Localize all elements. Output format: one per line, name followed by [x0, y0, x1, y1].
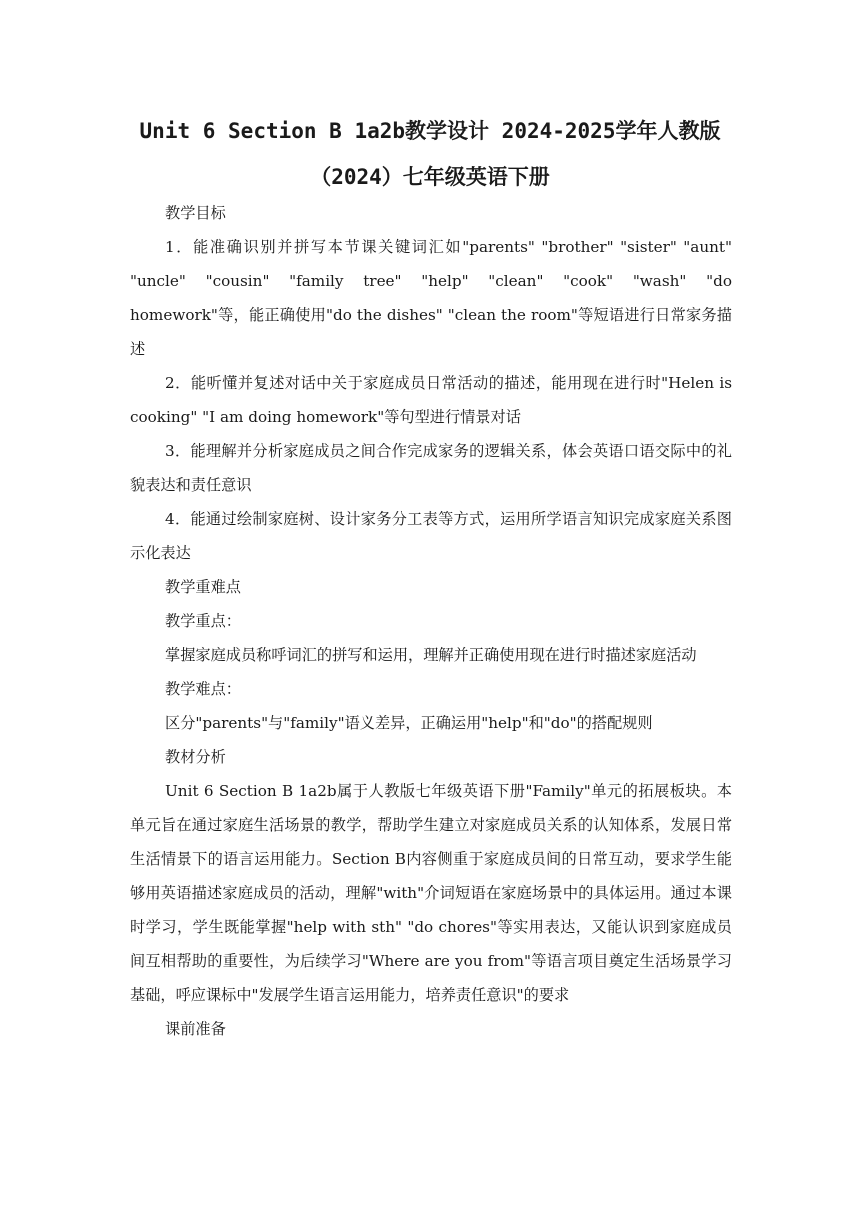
section-heading-textbook-analysis: 教材分析: [165, 748, 226, 766]
section-heading-key-points: 教学重难点: [165, 578, 241, 596]
objective-item-4: 4．能通过绘制家庭树、设计家务分工表等方式，运用所学语言知识完成家庭关系图示化表达: [130, 510, 732, 562]
title-line-1: Unit 6 Section B 1a2b教学设计 2024-2025学年人教版: [139, 119, 721, 143]
key-point-text: 掌握家庭成员称呼词汇的拼写和运用，理解并正确使用现在进行时描述家庭活动: [165, 646, 697, 664]
title-line-2: （2024）七年级英语下册: [310, 165, 550, 189]
section-heading-objectives: 教学目标: [165, 204, 226, 222]
document-body: [130, 196, 732, 1046]
objective-item-3: 3．能理解并分析家庭成员之间合作完成家务的逻辑关系，体会英语口语交际中的礼貌表达和责任意识: [130, 442, 732, 494]
objective-item-2: 2．能听懂并复述对话中关于家庭成员日常活动的描述，能用现在进行时"Helen is cooking" "I am doing homework"等句型进行情景对话: [130, 374, 732, 426]
textbook-analysis-text: Unit 6 Section B 1a2b属于人教版七年级英语下册"Family"单元的拓展板块。本单元旨在通过家庭生活场景的教学，帮助学生建立对家庭成员关系的认知体系，发展日常生活情景下的语言运用能力。Section B内容侧重于家庭成员间的日常互动，要求学生能够用英语描述家庭成员的活动，理解"with"介词短语在家庭场景中的具体运用。通过本课时学习，学生既能掌握"help with sth" "do chores"等实用表达，又能认识到家庭成员间互相帮助的重要性，为后续学习"Where are you from"等语言项目奠定生活场景学习基础，呼应课标中"发展学生语言运用能力，培养责任意识"的要求: [130, 782, 732, 1004]
document-title: [128, 108, 732, 200]
subheading-difficulty: 教学难点：: [165, 680, 241, 698]
difficulty-text: 区分"parents"与"family"语义差异，正确运用"help"和"do"的搭配规则: [165, 714, 653, 732]
subheading-key-point: 教学重点：: [165, 612, 241, 630]
section-heading-preparation: 课前准备: [165, 1020, 226, 1038]
objective-item-1: 1．能准确识别并拼写本节课关键词汇如"parents" "brother" "sister" "aunt" "uncle" "cousin" "family tree" "help" "clean" "cook" "wash" "do homework"等，能正确使用"do the dishes" "clean the room"等短语进行日常家务描述: [130, 238, 732, 358]
